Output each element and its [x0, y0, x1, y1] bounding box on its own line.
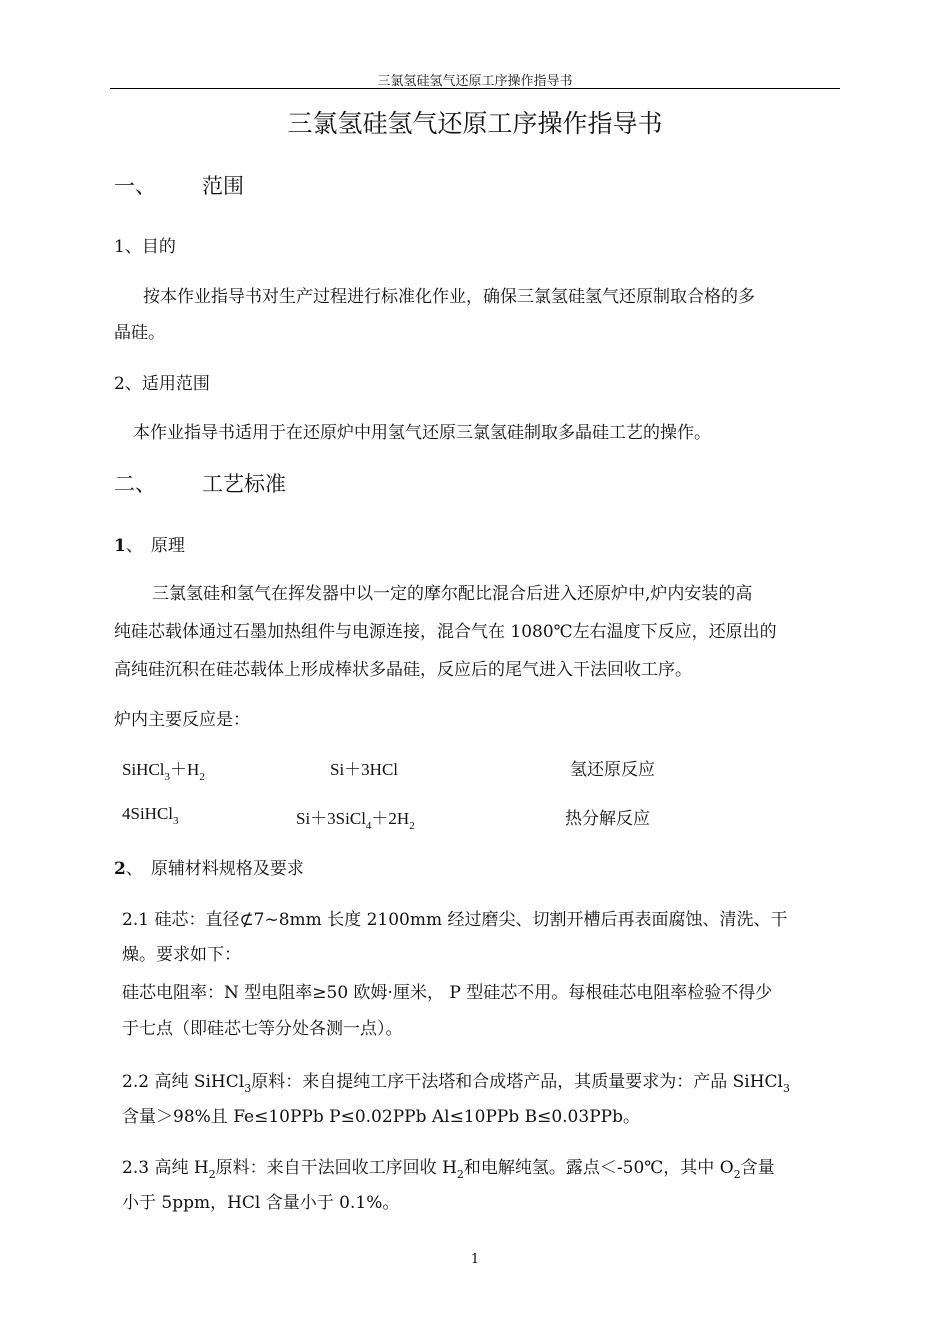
- reaction-1-name: 氢还原反应: [570, 760, 655, 780]
- subsection-number: 1: [114, 536, 126, 556]
- subsection-number: 2: [114, 859, 126, 879]
- formula-subscript: 3: [173, 815, 179, 827]
- reaction-2-reactants: [122, 804, 179, 827]
- paragraph-line: 2.1 硅芯：直径⊄7~8mm 长度 2100mm 经过磨尖、切割开槽后再表面腐蚀、清洗、干: [122, 910, 788, 930]
- formula-subscript: 2: [409, 820, 415, 832]
- section-2-heading: [114, 468, 286, 498]
- subsection-title: 原理: [150, 536, 185, 556]
- formula-text: Si＋3SiCl: [296, 809, 366, 828]
- document-title: 三氯氢硅氢气还原工序操作指导书: [287, 109, 663, 138]
- section-1-title: 范围: [202, 174, 244, 198]
- paragraph-line: 硅芯电阻率：N 型电阻率≥50 欧姆·厘米， P 型硅芯不用。每根硅芯电阻率检验不得少: [122, 983, 773, 1003]
- text-run: 原料：来自提纯工序干法塔和合成塔产品，其质量要求为：产品 SiHCl: [251, 1072, 783, 1092]
- formula-subscript: 3: [244, 1082, 252, 1095]
- subsection-2-1-heading: [114, 531, 185, 556]
- subsection-1-2-heading: [114, 369, 210, 394]
- running-header: 三氯氢硅氢气还原工序操作指导书: [377, 74, 573, 89]
- paragraph-line: 高纯硅沉积在硅芯载体上形成棒状多晶硅，反应后的尾气进入干法回收工序。: [114, 660, 692, 680]
- paragraph-line: [122, 1153, 775, 1181]
- text-run: 含量: [740, 1158, 775, 1178]
- section-1-heading: [114, 170, 244, 200]
- section-1-number: 一、: [114, 174, 156, 198]
- paragraph-line: 燥。要求如下：: [122, 945, 241, 965]
- paragraph-line: 晶硅。: [114, 323, 165, 343]
- reaction-1-products: Si＋3HCl: [330, 760, 399, 779]
- formula-text: ＋H: [170, 760, 200, 779]
- header-rule: [110, 88, 840, 89]
- reaction-2-name: 热分解反应: [565, 809, 650, 829]
- reactions-intro: 炉内主要反应是：: [114, 710, 250, 730]
- paragraph-line: 含量＞98%且 Fe≤10PPb P≤0.02PPb Al≤10PPb B≤0.03PPb。: [122, 1107, 640, 1127]
- text-run: 2.3 高纯 H: [122, 1158, 209, 1178]
- formula-subscript: 2: [208, 1168, 216, 1181]
- paragraph-line: 纯硅芯载体通过石墨加热组件与电源连接，混合气在 1080℃左右温度下反应，还原出的: [114, 622, 777, 642]
- text-run: 和电解纯氢。露点＜-50℃，其中 O: [463, 1158, 734, 1178]
- formula-subscript: 2: [733, 1168, 741, 1181]
- reaction-2-products: [296, 804, 415, 832]
- subsection-separator: 、: [125, 536, 143, 556]
- paragraph-line: 本作业指导书适用于在还原炉中用氢气还原三氯氢硅制取多晶硅工艺的操作。: [133, 423, 711, 443]
- text-run: 原料：来自干法回收工序回收 H: [215, 1158, 457, 1178]
- subsection-number: 2、: [114, 374, 142, 394]
- subsection-1-1-heading: [114, 232, 176, 257]
- subsection-title: 适用范围: [141, 374, 210, 394]
- reaction-1-reactants: [122, 755, 205, 783]
- paragraph-line: 小于 5ppm，HCl 含量小于 0.1%。: [122, 1193, 400, 1213]
- text-run: 2.2 高纯 SiHCl: [122, 1072, 245, 1092]
- subsection-title: 目的: [141, 237, 176, 257]
- formula-subscript: 2: [199, 771, 205, 783]
- paragraph-line: 按本作业指导书对生产过程进行标准化作业，确保三氯氢硅氢气还原制取合格的多: [143, 287, 755, 307]
- formula-text: 4SiHCl: [122, 804, 174, 823]
- page-number: 1: [470, 1252, 480, 1267]
- paragraph-line: [122, 1067, 790, 1095]
- subsection-separator: 、: [125, 859, 143, 879]
- section-2-title: 工艺标准: [202, 472, 286, 496]
- subsection-2-2-heading: [114, 854, 304, 879]
- formula-subscript: 2: [456, 1168, 464, 1181]
- formula-subscript: 3: [782, 1082, 790, 1095]
- formula-subscript: 4: [365, 820, 372, 832]
- paragraph-line: 于七点（即硅芯七等分处各测一点）。: [122, 1019, 403, 1039]
- formula-text: ＋2H: [371, 809, 410, 828]
- paragraph-line: 三氯氢硅和氢气在挥发器中以一定的摩尔配比混合后进入还原炉中,炉内安装的高: [152, 584, 753, 604]
- subsection-title: 原辅材料规格及要求: [150, 859, 304, 879]
- formula-text: SiHCl: [122, 760, 165, 779]
- section-2-number: 二、: [114, 472, 156, 496]
- formula-subscript: 3: [164, 771, 171, 783]
- subsection-number: 1、: [114, 237, 142, 257]
